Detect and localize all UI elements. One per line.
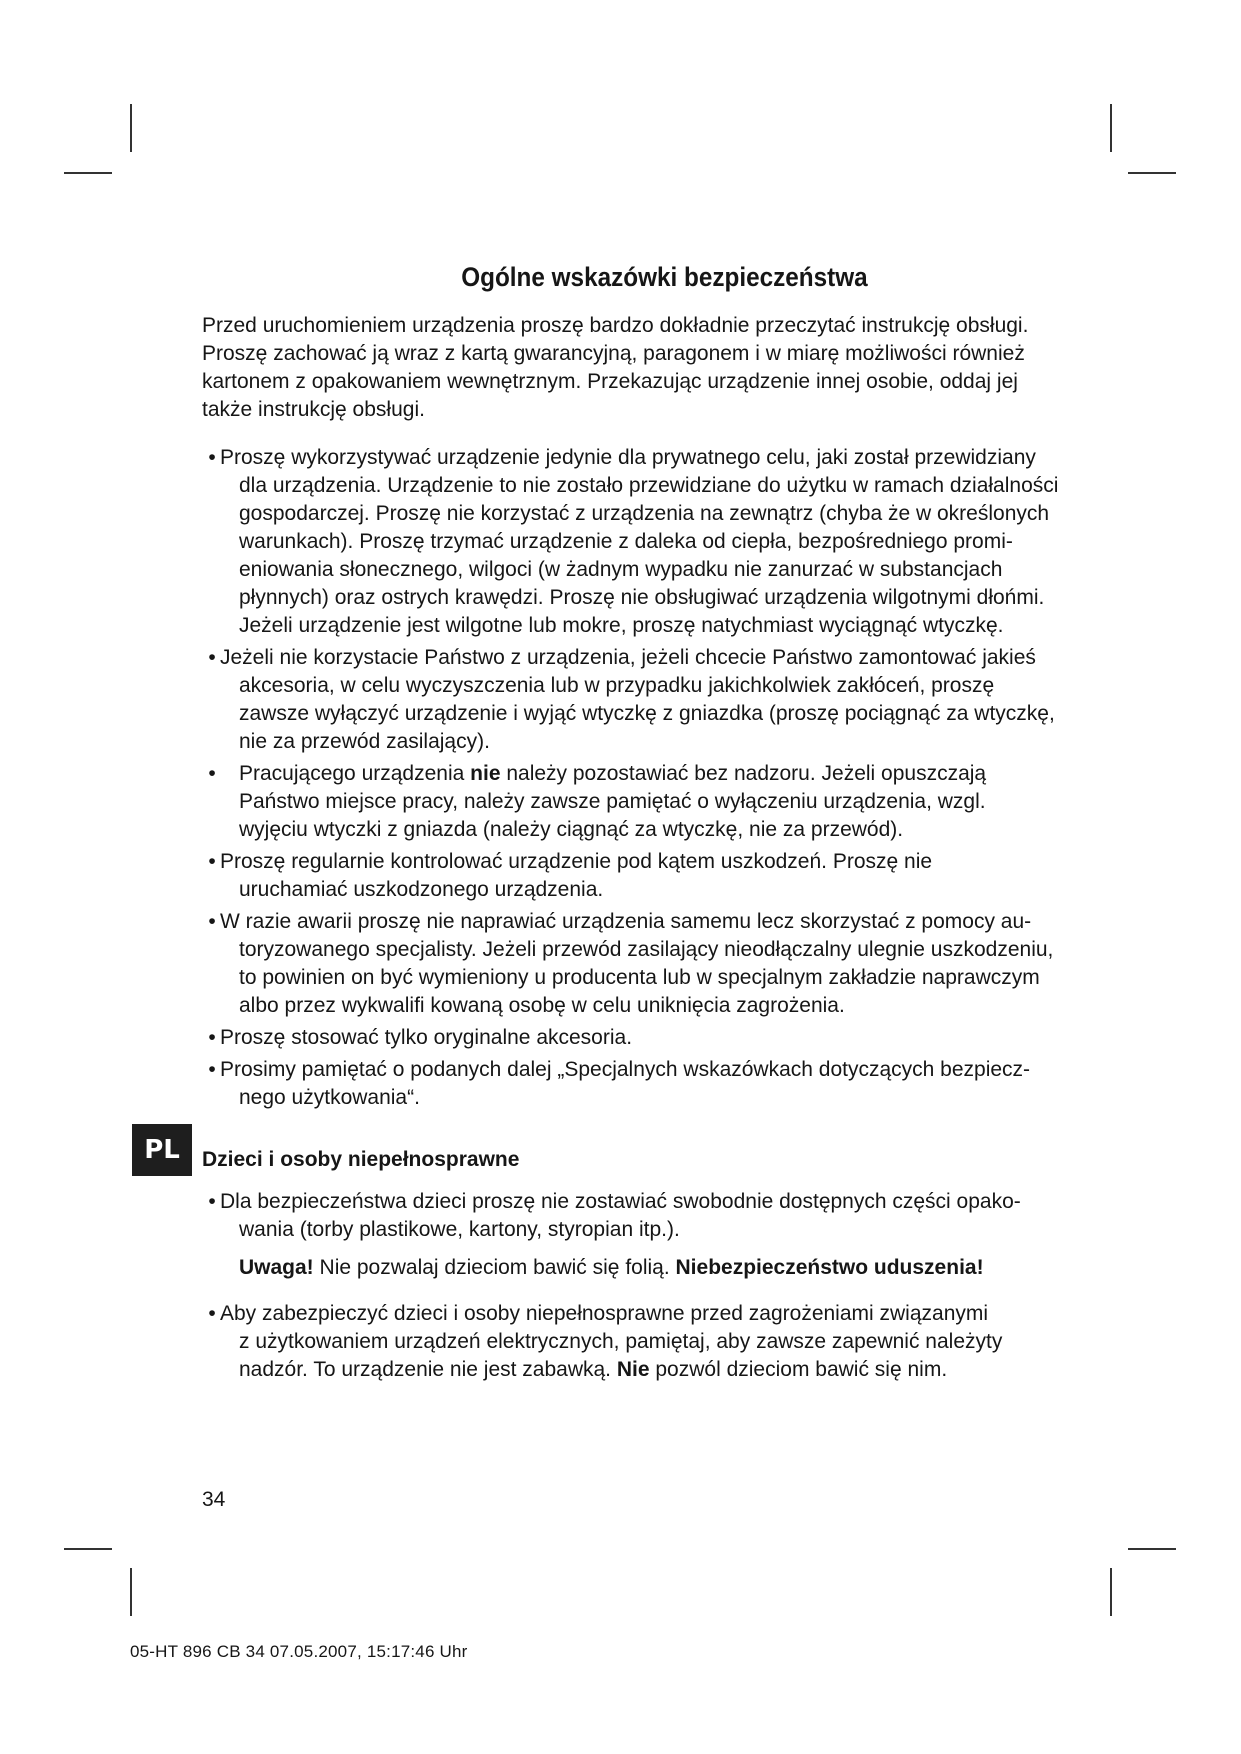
list-item [202, 1056, 1082, 1112]
item-line: Dla bezpieczeństwa dzieci proszę nie zostawiać swobodnie dostępnych części opako- [220, 1190, 1021, 1213]
intro-line: Przed uruchomieniem urządzenia proszę bardzo dokładnie przeczytać instrukcję obsługi. [202, 314, 1029, 337]
item-text: pozwól dzieciom bawić się nim. [649, 1358, 948, 1381]
bullet-icon: • [208, 1302, 216, 1325]
crop-mark-bottom-right-horizontal [1128, 1548, 1176, 1550]
intro-line: Proszę zachować ją wraz z kartą gwarancyjną, paragonem i w miarę możliwości również [202, 342, 1025, 365]
item-line: eniowania słonecznego, wilgoci (w żadnym wypadku nie zanurzać w substancjach [239, 558, 1003, 581]
item-line: Proszę wykorzystywać urządzenie jedynie dla prywatnego celu, jaki został przewidziany [220, 446, 1036, 469]
list-item [202, 644, 1082, 756]
bullet-icon: • [208, 1026, 216, 1049]
bullet-icon: • [208, 762, 216, 785]
item-line: to powinien on być wymieniony u producenta lub w specjalnym zakładzie naprawczym [239, 966, 1040, 989]
bullet-icon: • [208, 1190, 216, 1213]
page-number: 34 [202, 1488, 226, 1511]
bullet-icon: • [208, 1058, 216, 1081]
intro-line: kartonem z opakowaniem wewnętrznym. Przekazując urządzenie innej osobie, oddaj jej [202, 370, 1018, 393]
crop-mark-bottom-right-vertical [1110, 1568, 1112, 1616]
list-item [202, 1024, 1082, 1052]
document-body [202, 312, 1082, 1388]
safety-list [202, 444, 1082, 1112]
item-line: wania (torby plastikowe, kartony, styropian itp.). [239, 1218, 680, 1241]
list-item [202, 848, 1082, 904]
emphasis-text: Nie [616, 1358, 650, 1381]
item-line: Aby zabezpieczyć dzieci i osoby niepełnosprawne przed zagrożeniami związanymi [220, 1302, 989, 1325]
item-line [239, 760, 1082, 788]
item-line: z użytkowaniem urządzeń elektrycznych, pamiętaj, aby zawsze zapewnić należyty [239, 1330, 1003, 1353]
warning-label: Uwaga! [239, 1256, 314, 1279]
item-line: Proszę stosować tylko oryginalne akcesoria. [220, 1026, 633, 1049]
crop-mark-bottom-left-horizontal [64, 1548, 112, 1550]
item-text: należy pozostawiać bez nadzoru. Jeżeli opuszczają [500, 762, 987, 785]
list-item [202, 1188, 1082, 1244]
emphasis-text: nie [470, 762, 501, 785]
list-item [202, 444, 1082, 640]
item-line: nego użytkowania“. [239, 1086, 420, 1109]
crop-mark-top-left-vertical [130, 104, 132, 152]
item-line: toryzowanego specjalisty. Jeżeli przewód zasilający nieodłączalny ulegnie uszkodzeniu, [239, 938, 1054, 961]
item-line: płynnych) oraz ostrych krawędzi. Proszę nie obsługiwać urządzenia wilgotnymi dłońmi. [239, 586, 1045, 609]
intro-paragraph [202, 312, 1082, 424]
children-list [202, 1188, 1082, 1244]
children-list-2 [202, 1300, 1082, 1384]
crop-mark-top-left-horizontal [64, 172, 112, 174]
item-line: Państwo miejsce pracy, należy zawsze pamiętać o wyłączeniu urządzenia, wzgl. [239, 790, 986, 813]
item-line [239, 1356, 1082, 1384]
item-line: zawsze wyłączyć urządzenie i wyjąć wtyczkę z gniazdka (proszę pociągnąć za wtyczkę, [239, 702, 1055, 725]
bullet-icon: • [208, 850, 216, 873]
item-text: nadzór. To urządzenie nie jest zabawką. [239, 1358, 617, 1381]
item-line: uruchamiać uszkodzonego urządzenia. [239, 878, 604, 901]
item-line: W razie awarii proszę nie naprawiać urządzenia samemu lecz skorzystać z pomocy au- [220, 910, 1032, 933]
item-line: Jeżeli urządzenie jest wilgotne lub mokre, proszę natychmiast wyciągnąć wtyczkę. [239, 614, 1004, 637]
language-badge: PL [132, 1124, 192, 1176]
item-line: albo przez wykwalifi kowaną osobę w celu uniknięcia zagrożenia. [239, 994, 845, 1017]
item-line: Jeżeli nie korzystacie Państwo z urządzenia, jeżeli chcecie Państwo zamontować jakieś [220, 646, 1036, 669]
print-footer: 05-HT 896 CB 34 07.05.2007, 15:17:46 Uhr [130, 1642, 468, 1661]
item-line: Prosimy pamiętać o podanych dalej „Specjalnych wskazówkach dotyczących bezpiecz- [220, 1058, 1031, 1081]
item-text: Pracującego urządzenia [239, 762, 471, 785]
section-heading: Dzieci i osoby niepełnosprawne [202, 1148, 520, 1171]
item-line: wyjęciu wtyczki z gniazda (należy ciągnąć za wtyczkę, nie za przewód). [239, 818, 904, 841]
bullet-icon: • [208, 646, 216, 669]
bullet-icon: • [208, 910, 216, 933]
warning-emphasis: Niebezpieczeństwo uduszenia! [675, 1256, 984, 1279]
item-line: warunkach). Proszę trzymać urządzenie z daleka od ciepła, bezpośredniego promi- [239, 530, 1013, 553]
warning-note [202, 1254, 1082, 1282]
item-line: gospodarczej. Proszę nie korzystać z urządzenia na zewnątrz (chyba że w określonych [239, 502, 1050, 525]
warning-text: Nie pozwalaj dzieciom bawić się folią. [313, 1256, 676, 1279]
list-item [202, 908, 1082, 1020]
crop-mark-top-right-horizontal [1128, 172, 1176, 174]
list-item [202, 760, 1082, 844]
item-line: nie za przewód zasilający). [239, 730, 490, 753]
bullet-icon: • [208, 446, 216, 469]
item-line: akcesoria, w celu wyczyszczenia lub w przypadku jakichkolwiek zakłóceń, proszę [239, 674, 995, 697]
page-title: Ogólne wskazówki bezpieczeństwa [461, 262, 868, 292]
item-line: Proszę regularnie kontrolować urządzenie pod kątem uszkodzeń. Proszę nie [220, 850, 933, 873]
list-item [202, 1300, 1082, 1384]
intro-line: także instrukcję obsługi. [202, 398, 425, 421]
item-line: dla urządzenia. Urządzenie to nie zostało przewidziane do użytku w ramach działalności [239, 474, 1059, 497]
crop-mark-bottom-left-vertical [130, 1568, 132, 1616]
crop-mark-top-right-vertical [1110, 104, 1112, 152]
